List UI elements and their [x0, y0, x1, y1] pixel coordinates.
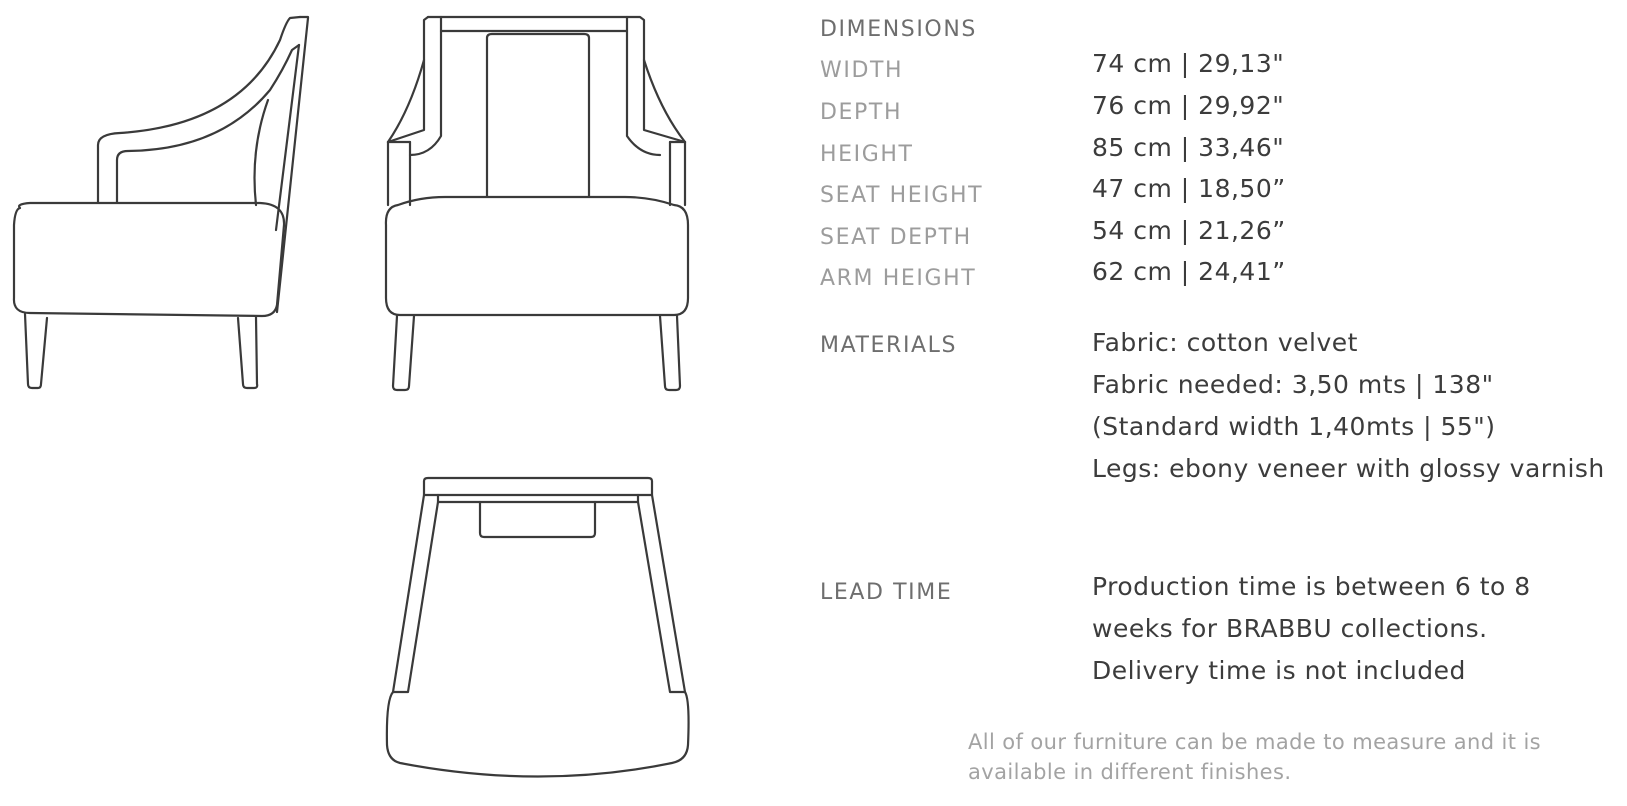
dimension-value-seat-depth: 54 cm | 21,26”: [1092, 216, 1286, 245]
technical-drawings: [0, 0, 720, 806]
dimension-label-width: WIDTH: [820, 58, 904, 83]
dimension-label-seat-depth: SEAT DEPTH: [820, 225, 972, 250]
footnote-line: available in different finishes.: [968, 760, 1292, 784]
dimension-value-height: 85 cm | 33,46": [1092, 133, 1285, 162]
lead-time-line: Production time is between 6 to 8: [1092, 572, 1531, 601]
materials-line: Fabric: cotton velvet: [1092, 328, 1358, 357]
dimension-label-height: HEIGHT: [820, 142, 914, 167]
materials-line: Legs: ebony veneer with glossy varnish: [1092, 454, 1605, 483]
lead-time-heading: LEAD TIME: [820, 580, 953, 605]
materials-line: (Standard width 1,40mts | 55"): [1092, 412, 1496, 441]
dimension-value-seat-height: 47 cm | 18,50”: [1092, 174, 1286, 203]
dimension-label-seat-height: SEAT HEIGHT: [820, 183, 984, 208]
lead-time-line: weeks for BRABBU collections.: [1092, 614, 1488, 643]
footnote-line: All of our furniture can be made to measure and it is: [968, 730, 1542, 754]
dimension-label-depth: DEPTH: [820, 100, 903, 125]
dimensions-heading: DIMENSIONS: [820, 17, 977, 42]
dimension-value-depth: 76 cm | 29,92": [1092, 91, 1285, 120]
lead-time-line: Delivery time is not included: [1092, 656, 1466, 685]
materials-heading: MATERIALS: [820, 333, 958, 358]
materials-line: Fabric needed: 3,50 mts | 138": [1092, 370, 1494, 399]
dimension-label-arm-height: ARM HEIGHT: [820, 266, 977, 291]
dimension-value-width: 74 cm | 29,13": [1092, 49, 1285, 78]
armchair-top-view: [0, 0, 720, 806]
dimension-value-arm-height: 62 cm | 24,41”: [1092, 257, 1286, 286]
